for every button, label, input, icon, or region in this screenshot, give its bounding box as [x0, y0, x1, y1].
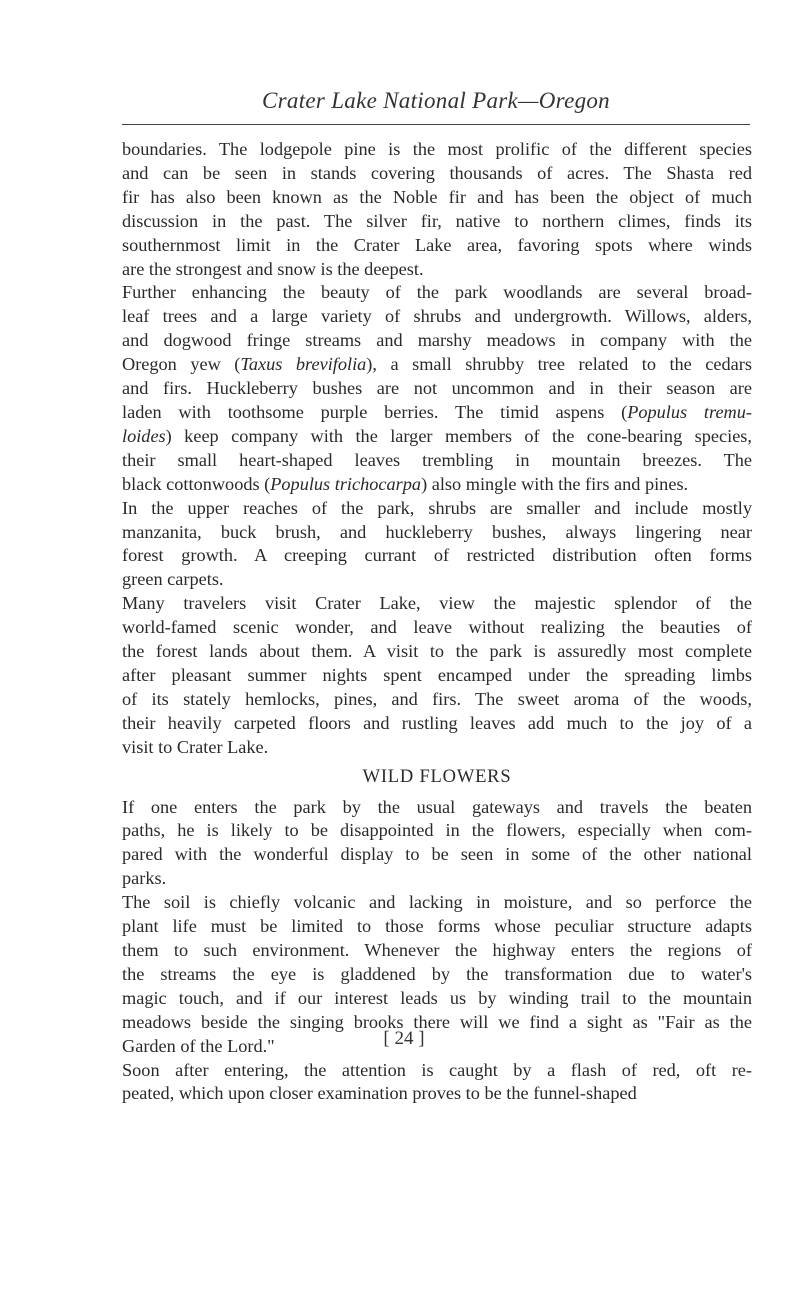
paragraphs-after-heading	[122, 796, 752, 1107]
text-line: and can be seen in stands covering thousands of acres. The Shasta red	[122, 162, 752, 183]
text-line: leaf trees and a large variety of shrubs and undergrowth. Willows, alders,	[122, 306, 752, 327]
text-line: Soon after entering, the attention is caught by a flash of red, oft re-	[122, 1059, 752, 1080]
text-line: plant life must be limited to those forms whose peculiar structure adapts	[122, 916, 752, 937]
text-line: Further enhancing the beauty of the park woodlands are several broad-	[122, 282, 752, 303]
text-line: the forest lands about them. A visit to the park is assuredly most complete	[122, 641, 752, 662]
text-line: forest growth. A creeping currant of restricted distribution often forms	[122, 545, 752, 566]
page-number: [ 24 ]	[383, 1028, 425, 1049]
text-line: Garden of the Lord."	[122, 1035, 275, 1056]
paragraph	[122, 592, 752, 759]
text-line: and dogwood fringe streams and marshy meadows in company with the	[122, 330, 752, 351]
text-line: boundaries. The lodgepole pine is the most prolific of the different species	[122, 139, 752, 159]
text-line: discussion in the past. The silver fir, native to northern climes, finds its	[122, 210, 752, 231]
text-line: southernmost limit in the Crater Lake area, favoring spots where winds	[122, 234, 752, 255]
text-line: laden with toothsome purple berries. The timid aspens (Populus tremu-	[122, 401, 752, 422]
text-line: Many travelers visit Crater Lake, view the majestic splendor of the	[122, 593, 752, 614]
paragraphs-before-heading	[122, 138, 752, 760]
text-line: after pleasant summer nights spent encamped under the spreading limbs	[122, 664, 752, 685]
text-line: of its stately hemlocks, pines, and firs. The sweet aroma of the woods,	[122, 688, 752, 709]
text-line: are the strongest and snow is the deepest.	[122, 258, 424, 279]
paragraph	[122, 497, 752, 593]
paragraph	[122, 796, 752, 892]
text-line: meadows beside the singing brooks there will we find a sight as "Fair as the	[122, 1011, 752, 1032]
text-line: visit to Crater Lake.	[122, 736, 269, 757]
text-line: loides) keep company with the larger members of the cone-bearing species,	[122, 425, 752, 446]
text-line: world-famed scenic wonder, and leave without realizing the beauties of	[122, 617, 752, 638]
text-line: green carpets.	[122, 569, 224, 590]
section-heading: WILD FLOWERS	[362, 766, 512, 787]
header-rule	[122, 124, 750, 125]
text-line: them to such environment. Whenever the highway enters the regions of	[122, 940, 752, 960]
text-line: Oregon yew (Taxus brevifolia), a small shrubby tree related to the cedars	[122, 354, 752, 375]
text-line: In the upper reaches of the park, shrubs are smaller and include mostly	[122, 497, 752, 518]
text-line: If one enters the park by the usual gateways and travels the beaten	[122, 796, 752, 817]
text-line: paths, he is likely to be disappointed in the flowers, especially when com-	[122, 820, 752, 841]
text-line: The soil is chiefly volcanic and lacking in moisture, and so perforce the	[122, 892, 752, 913]
body-text	[122, 138, 752, 1106]
text-line: parks.	[122, 868, 167, 889]
text-line: magic touch, and if our interest leads us by winding trail to the mountain	[122, 987, 752, 1008]
text-line: pared with the wonderful display to be seen in some of the other national	[122, 844, 752, 865]
text-line: the streams the eye is gladdened by the transformation due to water's	[122, 963, 752, 984]
paragraph	[122, 138, 752, 281]
text-line: fir has also been known as the Noble fir and has been the object of much	[122, 186, 752, 207]
running-head: Crater Lake National Park—Oregon	[262, 88, 610, 113]
text-line: their small heart-shaped leaves trembling in mountain breezes. The	[122, 449, 752, 470]
paragraph	[122, 281, 752, 496]
text-line: manzanita, buck brush, and huckleberry bushes, always lingering near	[122, 521, 752, 542]
paragraph	[122, 1059, 752, 1107]
text-line: and firs. Huckleberry bushes are not uncommon and in their season are	[122, 378, 752, 399]
text-line: their heavily carpeted floors and rustling leaves add much to the joy of a	[122, 712, 752, 733]
text-line: black cottonwoods (Populus trichocarpa) also mingle with the firs and pines.	[122, 473, 689, 494]
text-line: peated, which upon closer examination proves to be the funnel-shaped	[122, 1083, 637, 1104]
